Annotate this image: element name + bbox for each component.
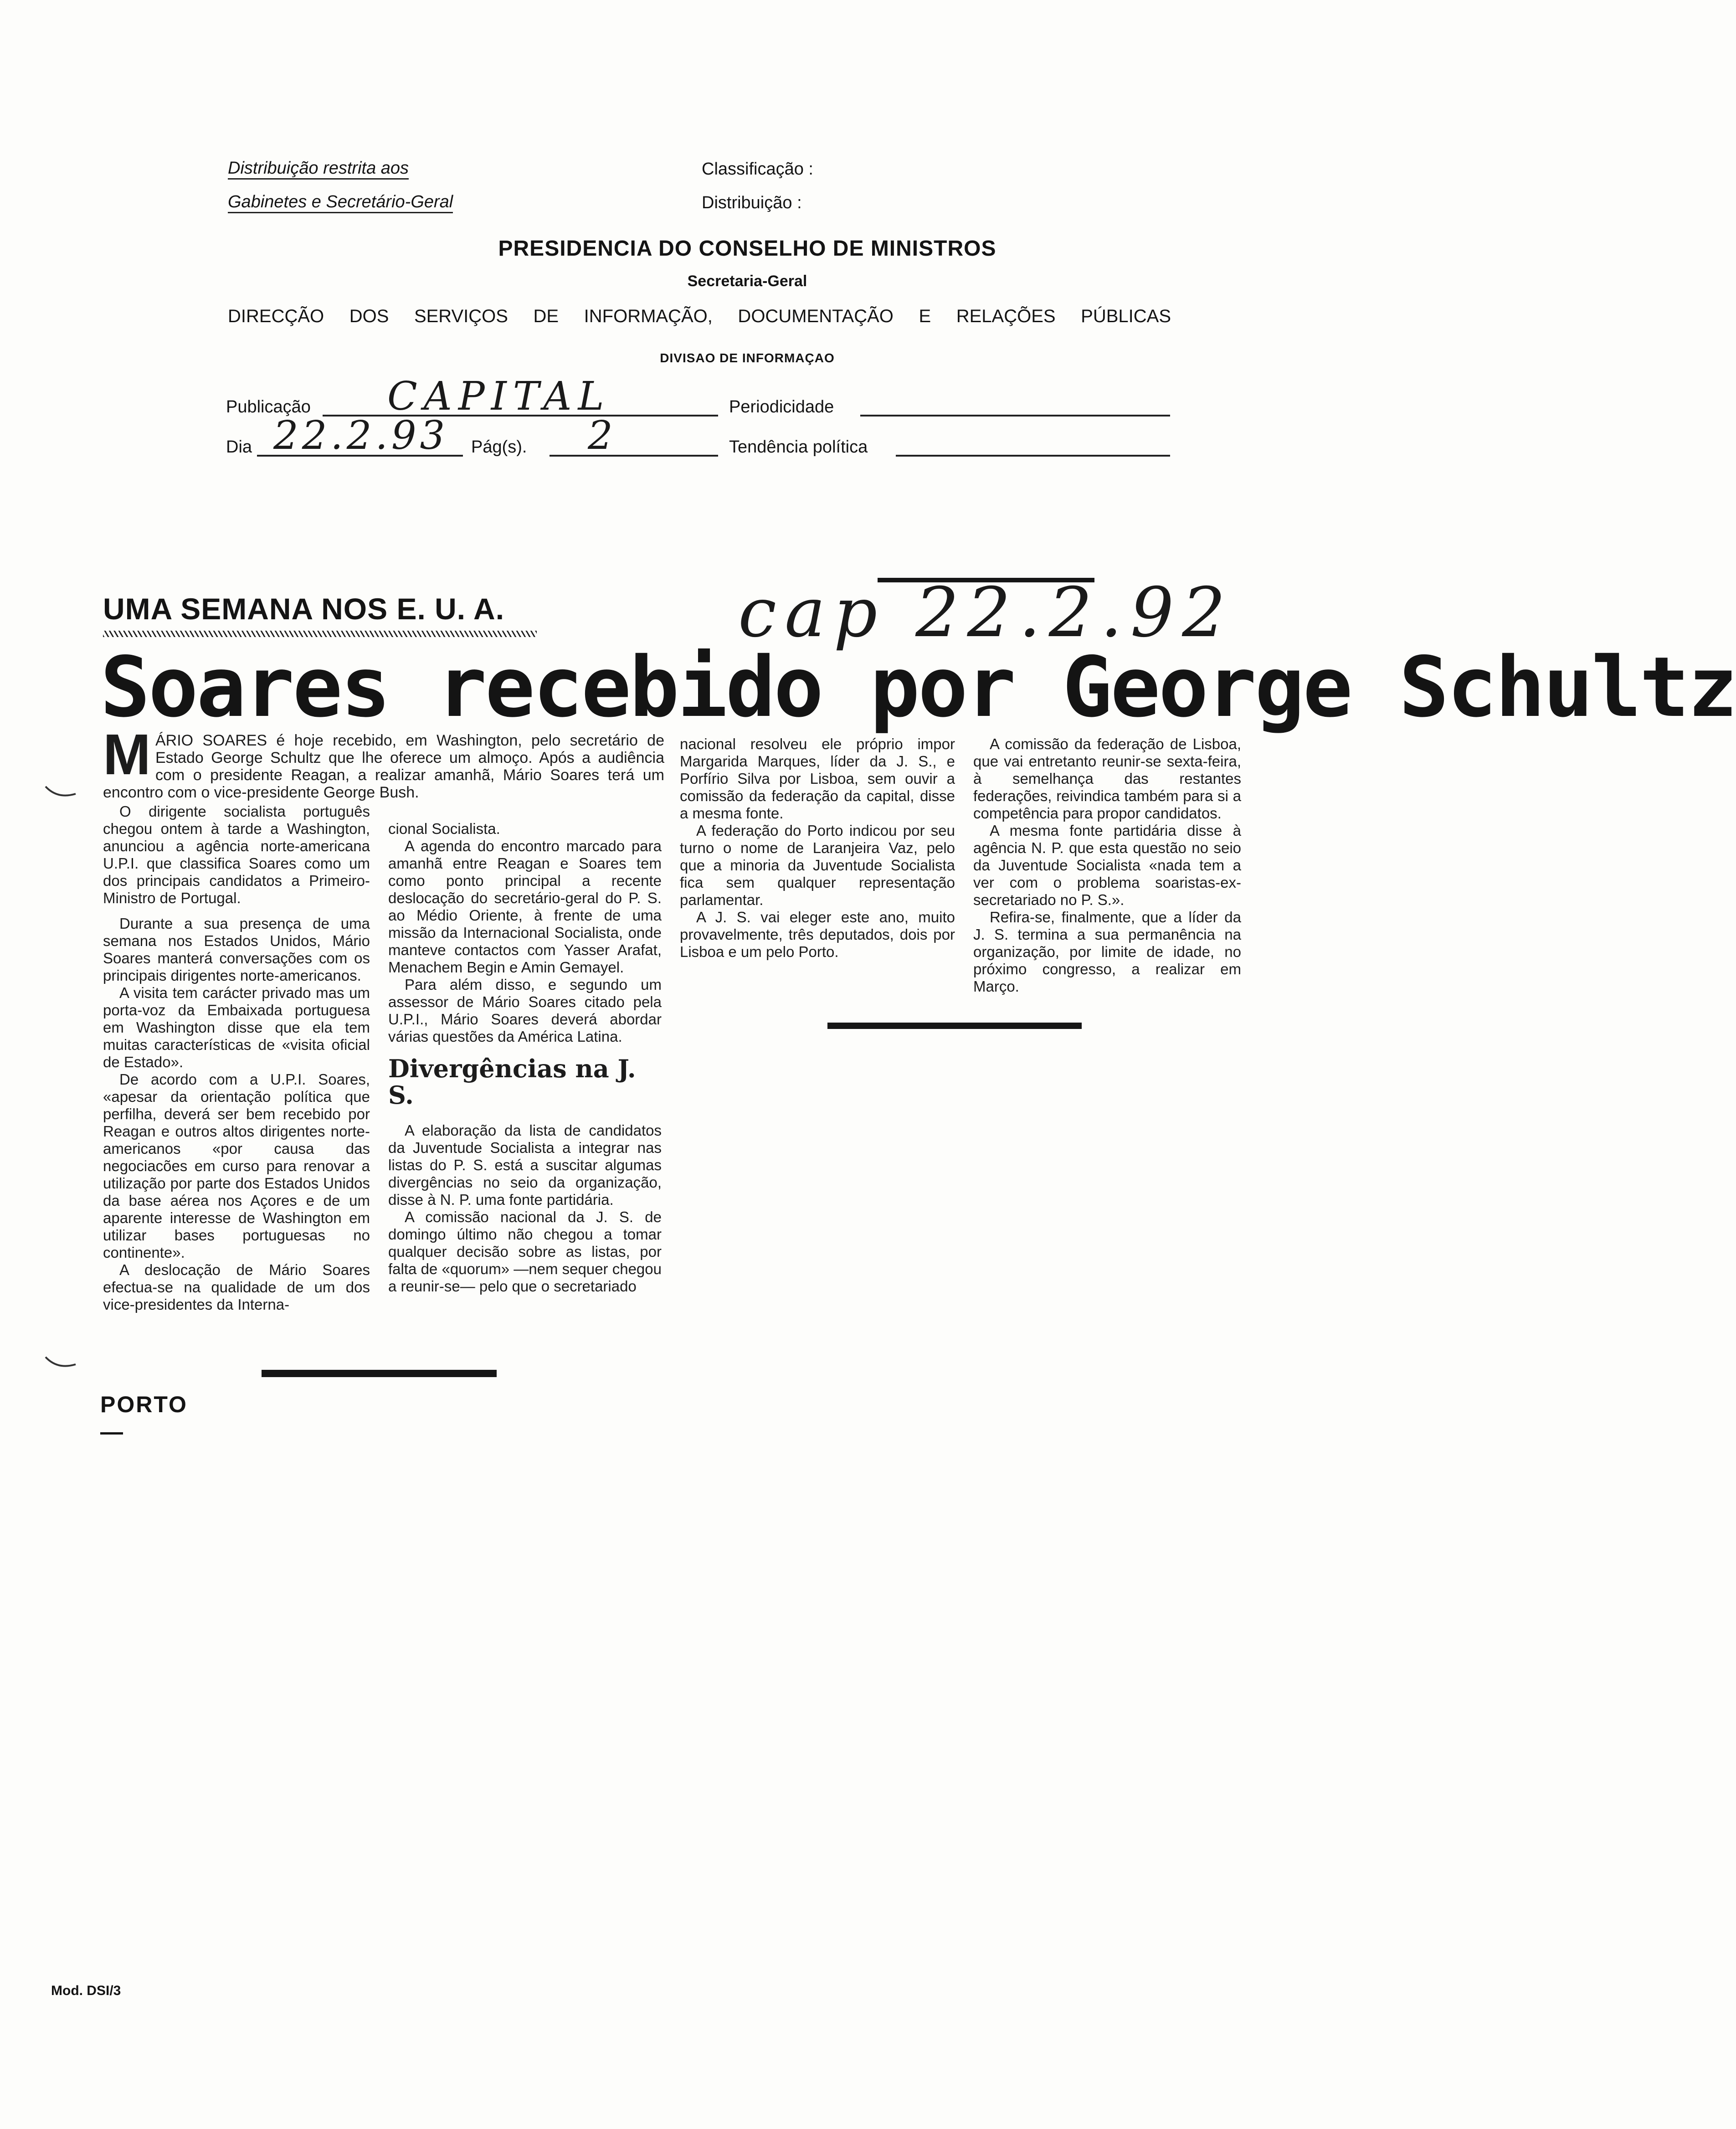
column-3 (680, 735, 955, 961)
cutoff-line (100, 1392, 219, 1445)
col2-paragraph: Para além disso, e segundo um assessor de Mário Soares citado pela U.P.I., Mário Soares deverá abordar várias questões da América Latina. (388, 976, 662, 1045)
handwritten-note: cap 22.2.92 (738, 573, 1234, 653)
col2-paragraph: cional Socialista. (388, 820, 500, 837)
secretariat-title: Secretaria-Geral (687, 273, 807, 290)
col2-paragraph: A comissão nacional da J. S. de domingo último não chegou a tomar qualquer decisão sobre as listas, por falta de «quorum» —nem sequer chegou a reunir-se— pelo que o secretariado (388, 1208, 662, 1295)
distribution-line-2: Gabinetes e Secretário-Geral (228, 192, 453, 213)
form-code: Mod. DSI/3 (51, 1983, 121, 1998)
col3-paragraph: A J. S. vai eleger este ano, muito provavelmente, três deputados, dois por Lisboa e um pelo Porto. (680, 909, 955, 960)
pags-value: 2 (588, 413, 613, 458)
pags-line (550, 455, 718, 457)
col3-paragraph: A federação do Porto indicou por seu turno o nome de Laranjeira Vaz, pelo que a minoria da Juventude Socialista fica sem qualquer representação parlamentar. (680, 822, 955, 908)
scan-mark (44, 1354, 80, 1373)
col4-paragraph: A mesma fonte partidária disse à agência N. P. que esta questão no seio da Juventude Socialista «nada tem a ver com o problema soaristas-ex-secretariado no P. S.». (973, 822, 1241, 908)
publicacao-value: CAPITAL (387, 374, 611, 419)
tendencia-line (896, 455, 1170, 457)
column-end-rule (827, 1023, 1082, 1029)
dia-value: 22.2.93 (273, 413, 449, 458)
directorate-title: DIRECÇÃO DOS SERVIÇOS DE INFORMAÇÃO, DOCUMENTAÇÃO E RELAÇÕES PÚBLICAS (228, 306, 1171, 326)
col1-paragraph: Durante a sua presença de uma semana nos Estados Unidos, Mário Soares manterá conversações com os principais dirigentes norte-americanos. (103, 915, 370, 984)
col4-paragraph: A comissão da federação de Lisboa, que vai entretanto reunir-se sexta-feira, à semelhança das restantes federações, reivindica também para si a competência para propor candidatos. (973, 735, 1241, 822)
publicacao-label: Publicação (226, 397, 311, 417)
division-title: DIVISAO DE INFORMAÇAO (660, 351, 835, 365)
drop-cap: M (103, 722, 151, 787)
distribution-line-1: Distribuição restrita aos (228, 159, 409, 180)
col2-paragraph: A elaboração da lista de candidatos da Juventude Socialista a integrar nas listas do P. S. está a suscitar algumas divergências no seio da organização, disse à N. P. uma fonte partidária. (388, 1122, 662, 1208)
col1-paragraph: A visita tem carácter privado mas um porta-voz da Embaixada portuguesa em Washington disse que ela tem muitas características de «visita oficial de Estado». (103, 984, 370, 1070)
article-headline: Soares recebido por George Schultz (100, 639, 1736, 735)
periodicidade-line (860, 415, 1170, 417)
col1-paragraph: De acordo com a U.P.I. Soares, «apesar da orientação política que perfilha, deverá ser bem recebido por Reagan e outros altos dirigentes norte-americanos «por causa das negociacões em curso para renovar a utilização por parte dos Estados Unidos da base aérea nos Açores e de um aparente interesse de Washington em utilizar bases portuguesas no continente». (103, 1071, 370, 1261)
article-subhead: Divergências na J. S. (388, 1054, 636, 1110)
column-4 (973, 735, 1241, 995)
dia-label: Dia (226, 437, 252, 457)
column-2 (388, 820, 662, 1295)
scan-mark (44, 784, 80, 802)
article-kicker: UMA SEMANA NOS E. U. A. (103, 592, 505, 626)
col1-paragraph: A deslocação de Mário Soares efectua-se na qualidade de um dos vice-presidentes da Interna- (103, 1261, 370, 1313)
distribuicao-label: Distribuição : (702, 193, 802, 212)
periodicidade-label: Periodicidade (729, 397, 834, 417)
lead-text: ÁRIO SOARES é hoje recebido, em Washington, pelo secretário de Estado George Schultz que lhe oferece um almoço. Após a audiência com o presidente Reagan, a realizar amanhã, Mário Soares terá um encontro com o vice-presidente George Bush. (103, 732, 664, 801)
column-1 (103, 803, 370, 1313)
col4-paragraph: Refira-se, finalmente, que a líder da J. S. termina a sua permanência na organização, por limite de idade, no próximo congresso, a realizar em Março. (973, 909, 1241, 995)
tendencia-label: Tendência política (729, 437, 868, 457)
col2-paragraph: A agenda do encontro marcado para amanhã entre Reagan e Soares tem como ponto principal a recente deslocação do secretário-geral do P. S. ao Médio Oriente, à frente de uma missão da Internacional Socialista, onde manteve contactos com Yasser Arafat, Menachem Begin e Amin Gemayel. (388, 838, 662, 976)
article-lead (103, 722, 664, 801)
cutoff-text: PORTO — (100, 1392, 188, 1445)
classificacao-label: Classificação : (702, 159, 813, 179)
pags-label: Pág(s). (471, 437, 527, 457)
article-end-rule (262, 1370, 497, 1377)
col1-paragraph: O dirigente socialista português chegou ontem à tarde a Washington, anunciou a agência norte-americana U.P.I. que classifica Soares como um dos principais candidatos a Primeiro-Ministro de Portugal. (103, 803, 370, 906)
col3-paragraph: nacional resolveu ele próprio impor Margarida Marques, líder da J. S., e Porfírio Silva por Lisboa, sem ouvir a comissão da federação da capital, disse a mesma fonte. (680, 735, 955, 822)
institution-title: PRESIDENCIA DO CONSELHO DE MINISTROS (498, 237, 996, 261)
kicker-hatch (103, 631, 537, 637)
